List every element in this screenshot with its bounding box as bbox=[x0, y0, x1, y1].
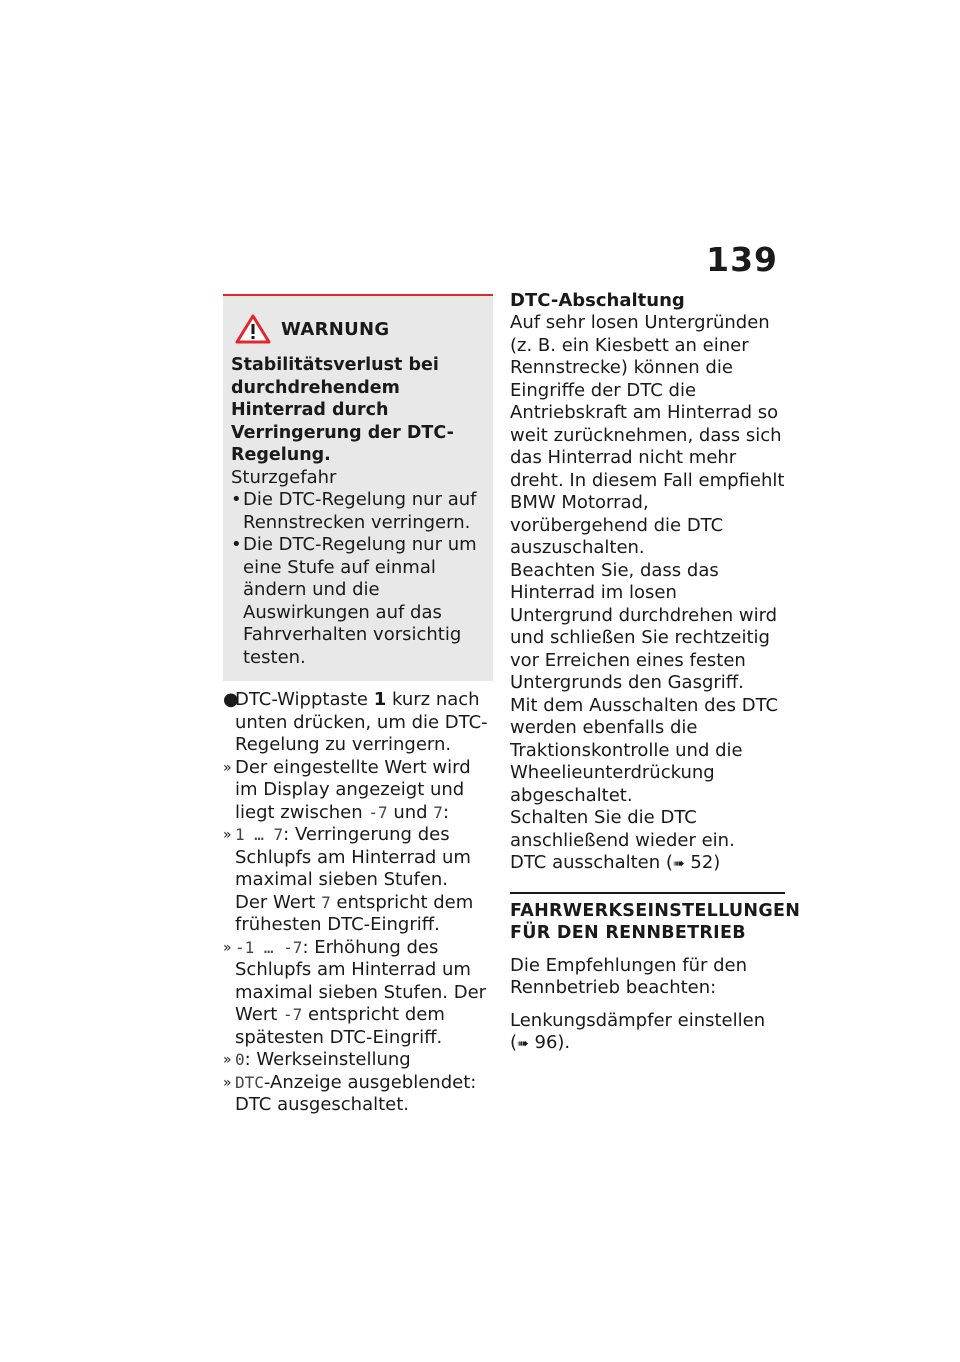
right-column bbox=[510, 290, 801, 1056]
paragraph: Die Empfehlungen für den Rennbetrieb beachten: bbox=[510, 954, 748, 998]
warning-item: • Die DTC-Regelung nur auf Rennstrecken verringern. bbox=[231, 489, 485, 534]
instruction-step: ● DTC-Wipptaste 1 kurz nach unten drücken, um die DTC-Regelung zu verringern. bbox=[223, 689, 488, 755]
warning-box bbox=[223, 294, 493, 681]
warning-header bbox=[235, 314, 485, 344]
chapter-title: FAHRWERKSEINSTELLUNGEN FÜR DEN RENNBETRIEB bbox=[510, 892, 785, 945]
warning-hazard: Sturzgefahr bbox=[231, 466, 337, 488]
page-number: 139 bbox=[706, 240, 778, 279]
result-arrow-icon: » bbox=[223, 759, 232, 776]
result-item: » 0: Werkseinstellung bbox=[223, 1049, 411, 1070]
step-bullet-icon: ● bbox=[223, 689, 239, 710]
result-item: » Der eingestellte Wert wird im Display angezeigt und liegt zwischen -7 und 7: bbox=[223, 756, 471, 823]
section-heading: DTC-Abschaltung bbox=[510, 290, 685, 311]
result-item: » -1 … -7: Erhöhung des Schlupfs am Hinterrad um maximal sieben Stufen. Der Wert -7 entspricht dem spätesten DTC-Eingriff. bbox=[223, 936, 487, 1048]
warning-title: WARNUNG bbox=[281, 318, 390, 340]
result-item: » DTC-Anzeige ausgeblendet: DTC ausgeschaltet. bbox=[223, 1071, 477, 1115]
result-arrow-icon: » bbox=[223, 1074, 232, 1091]
result-arrow-icon: » bbox=[223, 939, 232, 956]
warning-cause: Stabilitätsverlust bei durchdrehendem Hinterrad durch Verringerung der DTC-Regelung. bbox=[231, 355, 454, 465]
warning-list bbox=[231, 489, 485, 669]
page-reference-arrow-icon: ➠ bbox=[672, 856, 685, 872]
paragraph: Schalten Sie die DTC anschließend wieder ein. bbox=[510, 807, 735, 851]
warning-item: • Die DTC-Regelung nur um eine Stufe auf einmal ändern und die Auswirkungen auf das Fahrverhalten vorsichtig testen. bbox=[231, 534, 485, 669]
paragraph: Auf sehr losen Untergründen (z. B. ein Kiesbett an einer Rennstrecke) können die Eingriffe der DTC die Antriebskraft am Hinterrad so weit zurücknehmen, dass sich das Hinterrad nicht mehr dreht. In diesem Fall empfiehlt BMW Motorrad, vorübergehend die DTC auszuschalten. bbox=[510, 312, 785, 558]
cross-reference: DTC ausschalten (➠ 52) bbox=[510, 852, 721, 873]
paragraph: Mit dem Ausschalten des DTC werden ebenfalls die Traktionskontrolle und die Wheelieunterdrückung abgeschaltet. bbox=[510, 694, 779, 806]
result-arrow-icon: » bbox=[223, 827, 232, 843]
warning-triangle-icon bbox=[235, 314, 271, 344]
cross-reference: (➠ 96). bbox=[510, 1032, 571, 1053]
page-reference-arrow-icon: ➠ bbox=[517, 1036, 529, 1052]
result-arrow-icon: » bbox=[223, 1052, 232, 1068]
result-item: » 1 … 7: Verringerung des Schlupfs am Hinterrad um maximal sieben Stufen. Der Wert 7 entspricht dem frühesten DTC-Eingriff. bbox=[223, 824, 474, 935]
paragraph: Lenkungsdämpfer einstellen bbox=[510, 1009, 766, 1031]
paragraph: Beachten Sie, dass das Hinterrad im losen Untergrund durchdrehen wird und schließen Sie rechtzeitig vor Erreichen eines festen Untergrunds den Gasgriff. bbox=[510, 559, 778, 693]
left-column bbox=[223, 294, 493, 1117]
